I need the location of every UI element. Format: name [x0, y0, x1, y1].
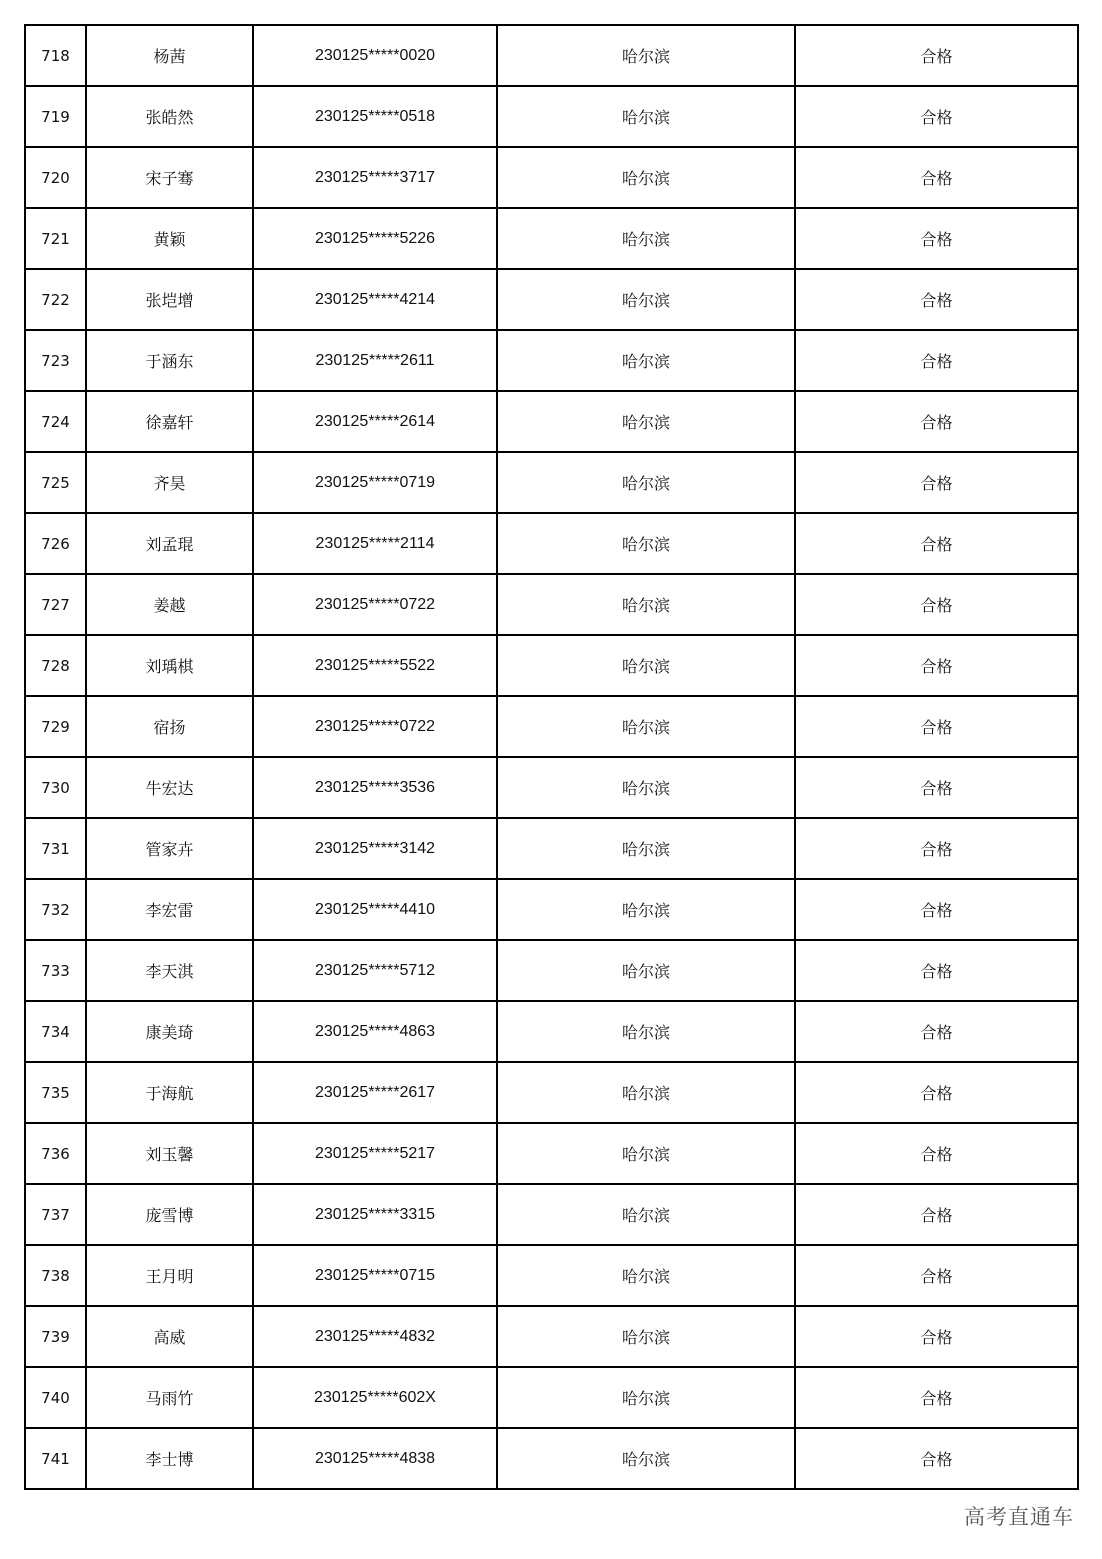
id-number-cell: 230125*****602X: [253, 1367, 497, 1428]
name-cell: 牛宏达: [86, 757, 253, 818]
name-cell: 庞雪博: [86, 1184, 253, 1245]
id-number-cell: 230125*****5712: [253, 940, 497, 1001]
result-cell: 合格: [795, 1062, 1078, 1123]
id-number-cell: 230125*****0518: [253, 86, 497, 147]
name-cell: 王月明: [86, 1245, 253, 1306]
result-cell: 合格: [795, 208, 1078, 269]
id-number-cell: 230125*****2614: [253, 391, 497, 452]
city-cell: 哈尔滨: [497, 330, 795, 391]
result-cell: 合格: [795, 1428, 1078, 1489]
city-cell: 哈尔滨: [497, 1245, 795, 1306]
table-row: [25, 147, 1078, 208]
name-cell: 张皓然: [86, 86, 253, 147]
table-row: [25, 25, 1078, 86]
row-number-cell: 719: [25, 86, 86, 147]
row-number-cell: 726: [25, 513, 86, 574]
table-row: [25, 391, 1078, 452]
row-number-cell: 731: [25, 818, 86, 879]
id-number-cell: 230125*****2611: [253, 330, 497, 391]
row-number-cell: 739: [25, 1306, 86, 1367]
row-number-cell: 732: [25, 879, 86, 940]
id-number-cell: 230125*****4832: [253, 1306, 497, 1367]
row-number-cell: 730: [25, 757, 86, 818]
city-cell: 哈尔滨: [497, 1428, 795, 1489]
table-row: [25, 330, 1078, 391]
city-cell: 哈尔滨: [497, 757, 795, 818]
city-cell: 哈尔滨: [497, 1001, 795, 1062]
city-cell: 哈尔滨: [497, 25, 795, 86]
result-cell: 合格: [795, 1184, 1078, 1245]
result-cell: 合格: [795, 1306, 1078, 1367]
city-cell: 哈尔滨: [497, 940, 795, 1001]
result-cell: 合格: [795, 696, 1078, 757]
table-row: [25, 940, 1078, 1001]
city-cell: 哈尔滨: [497, 513, 795, 574]
row-number-cell: 725: [25, 452, 86, 513]
table-row: [25, 1245, 1078, 1306]
result-cell: 合格: [795, 1367, 1078, 1428]
table-row: [25, 574, 1078, 635]
id-number-cell: 230125*****5226: [253, 208, 497, 269]
row-number-cell: 733: [25, 940, 86, 1001]
id-number-cell: 230125*****0722: [253, 574, 497, 635]
table-row: [25, 696, 1078, 757]
result-cell: 合格: [795, 391, 1078, 452]
city-cell: 哈尔滨: [497, 86, 795, 147]
id-number-cell: 230125*****5217: [253, 1123, 497, 1184]
name-cell: 于涵东: [86, 330, 253, 391]
id-number-cell: 230125*****3315: [253, 1184, 497, 1245]
result-cell: 合格: [795, 330, 1078, 391]
result-cell: 合格: [795, 879, 1078, 940]
name-cell: 李宏雷: [86, 879, 253, 940]
table-row: [25, 757, 1078, 818]
city-cell: 哈尔滨: [497, 391, 795, 452]
result-cell: 合格: [795, 757, 1078, 818]
city-cell: 哈尔滨: [497, 1184, 795, 1245]
table-row: [25, 86, 1078, 147]
id-number-cell: 230125*****2114: [253, 513, 497, 574]
city-cell: 哈尔滨: [497, 818, 795, 879]
city-cell: 哈尔滨: [497, 147, 795, 208]
id-number-cell: 230125*****0719: [253, 452, 497, 513]
row-number-cell: 722: [25, 269, 86, 330]
id-number-cell: 230125*****3536: [253, 757, 497, 818]
row-number-cell: 740: [25, 1367, 86, 1428]
result-cell: 合格: [795, 452, 1078, 513]
city-cell: 哈尔滨: [497, 1306, 795, 1367]
name-cell: 宿扬: [86, 696, 253, 757]
id-number-cell: 230125*****0020: [253, 25, 497, 86]
table-row: [25, 818, 1078, 879]
table-row: [25, 1367, 1078, 1428]
city-cell: 哈尔滨: [497, 879, 795, 940]
row-number-cell: 723: [25, 330, 86, 391]
table-row: [25, 1001, 1078, 1062]
result-cell: 合格: [795, 1001, 1078, 1062]
city-cell: 哈尔滨: [497, 1367, 795, 1428]
id-number-cell: 230125*****0722: [253, 696, 497, 757]
table-row: [25, 208, 1078, 269]
results-table: [24, 24, 1079, 1490]
table-row: [25, 1062, 1078, 1123]
name-cell: 高威: [86, 1306, 253, 1367]
id-number-cell: 230125*****4838: [253, 1428, 497, 1489]
table-row: [25, 1306, 1078, 1367]
id-number-cell: 230125*****4214: [253, 269, 497, 330]
table-row: [25, 1184, 1078, 1245]
id-number-cell: 230125*****5522: [253, 635, 497, 696]
id-number-cell: 230125*****3142: [253, 818, 497, 879]
city-cell: 哈尔滨: [497, 452, 795, 513]
table-row: [25, 879, 1078, 940]
row-number-cell: 718: [25, 25, 86, 86]
name-cell: 宋子骞: [86, 147, 253, 208]
row-number-cell: 729: [25, 696, 86, 757]
results-table-body: [25, 25, 1078, 1489]
result-cell: 合格: [795, 635, 1078, 696]
id-number-cell: 230125*****4863: [253, 1001, 497, 1062]
result-cell: 合格: [795, 818, 1078, 879]
name-cell: 齐昊: [86, 452, 253, 513]
name-cell: 马雨竹: [86, 1367, 253, 1428]
row-number-cell: 741: [25, 1428, 86, 1489]
watermark-text: 高考直通车: [964, 1505, 1074, 1529]
row-number-cell: 728: [25, 635, 86, 696]
name-cell: 姜越: [86, 574, 253, 635]
id-number-cell: 230125*****0715: [253, 1245, 497, 1306]
row-number-cell: 736: [25, 1123, 86, 1184]
table-row: [25, 513, 1078, 574]
name-cell: 张垲增: [86, 269, 253, 330]
city-cell: 哈尔滨: [497, 269, 795, 330]
table-row: [25, 452, 1078, 513]
name-cell: 黄颖: [86, 208, 253, 269]
id-number-cell: 230125*****4410: [253, 879, 497, 940]
name-cell: 李士博: [86, 1428, 253, 1489]
name-cell: 李天淇: [86, 940, 253, 1001]
row-number-cell: 738: [25, 1245, 86, 1306]
row-number-cell: 724: [25, 391, 86, 452]
name-cell: 康美琦: [86, 1001, 253, 1062]
row-number-cell: 735: [25, 1062, 86, 1123]
name-cell: 刘孟琨: [86, 513, 253, 574]
result-cell: 合格: [795, 25, 1078, 86]
name-cell: 于海航: [86, 1062, 253, 1123]
name-cell: 管家卉: [86, 818, 253, 879]
city-cell: 哈尔滨: [497, 635, 795, 696]
row-number-cell: 737: [25, 1184, 86, 1245]
name-cell: 杨茜: [86, 25, 253, 86]
result-cell: 合格: [795, 574, 1078, 635]
id-number-cell: 230125*****2617: [253, 1062, 497, 1123]
name-cell: 徐嘉轩: [86, 391, 253, 452]
city-cell: 哈尔滨: [497, 696, 795, 757]
result-cell: 合格: [795, 513, 1078, 574]
row-number-cell: 720: [25, 147, 86, 208]
row-number-cell: 727: [25, 574, 86, 635]
name-cell: 刘瑀棋: [86, 635, 253, 696]
city-cell: 哈尔滨: [497, 1123, 795, 1184]
result-cell: 合格: [795, 940, 1078, 1001]
city-cell: 哈尔滨: [497, 574, 795, 635]
table-row: [25, 1428, 1078, 1489]
row-number-cell: 721: [25, 208, 86, 269]
table-row: [25, 1123, 1078, 1184]
result-cell: 合格: [795, 147, 1078, 208]
city-cell: 哈尔滨: [497, 208, 795, 269]
table-row: [25, 269, 1078, 330]
table-row: [25, 635, 1078, 696]
id-number-cell: 230125*****3717: [253, 147, 497, 208]
result-cell: 合格: [795, 1245, 1078, 1306]
row-number-cell: 734: [25, 1001, 86, 1062]
result-cell: 合格: [795, 269, 1078, 330]
city-cell: 哈尔滨: [497, 1062, 795, 1123]
name-cell: 刘玉馨: [86, 1123, 253, 1184]
result-cell: 合格: [795, 86, 1078, 147]
result-cell: 合格: [795, 1123, 1078, 1184]
